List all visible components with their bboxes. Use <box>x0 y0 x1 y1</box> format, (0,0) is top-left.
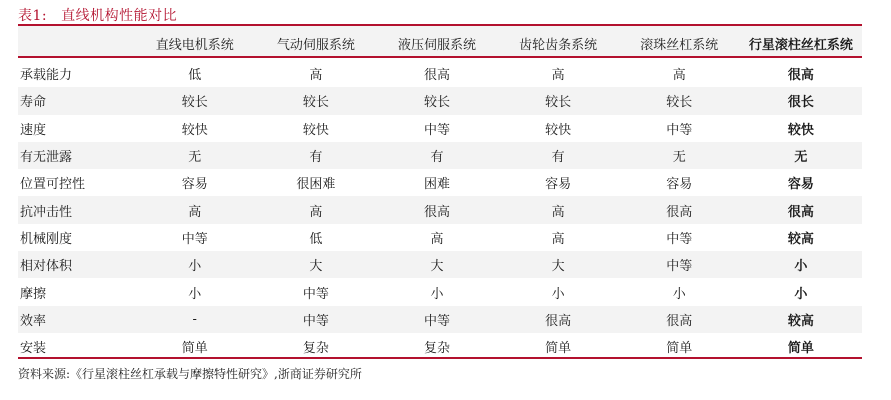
table-cell: 容易 <box>666 177 693 193</box>
table-cell: 很高 <box>619 306 740 333</box>
table-cell: 大 <box>255 251 376 278</box>
table-cell: 大 <box>376 251 497 278</box>
table-cell-highlight: 无 <box>740 142 862 169</box>
table-cell: 中等 <box>666 122 693 138</box>
table-cell: 复杂 <box>423 341 450 357</box>
table-cell: 复杂 <box>302 341 329 357</box>
table-title <box>18 5 177 25</box>
source-note: 资料来源:《行星滚柱丝杠承载与摩擦特性研究》,浙商证券研究所 <box>18 367 362 381</box>
column-header: 齿轮齿条系统 <box>519 37 598 53</box>
row-label: 位置可控性 <box>20 177 86 193</box>
table-row <box>18 196 862 223</box>
table-cell: 很高 <box>423 68 450 84</box>
table-cell: 大 <box>498 251 619 278</box>
table-row <box>18 142 862 169</box>
table-row <box>18 87 862 114</box>
table-cell: 较快 <box>302 122 329 138</box>
table-cell: 低 <box>309 231 323 247</box>
table-cell: 中等 <box>376 306 497 333</box>
corner-cell <box>18 30 134 56</box>
table-cell: 中等 <box>423 122 450 138</box>
table-cell: - <box>134 306 255 333</box>
row-label: 抗冲击性 <box>18 196 134 223</box>
table-cell: 容易 <box>545 177 572 193</box>
table-cell: 高 <box>309 68 323 84</box>
table-cell-highlight: 小 <box>794 286 808 302</box>
table-cell: 容易 <box>181 177 208 193</box>
table-cell: 高 <box>498 196 619 223</box>
column-header: 气动伺服系统 <box>276 37 355 53</box>
table-cell: 小 <box>134 251 255 278</box>
table-row <box>18 115 862 142</box>
table-body <box>18 60 862 360</box>
comparison-table <box>18 30 862 360</box>
table-cell: 较长 <box>498 87 619 114</box>
table-cell: 高 <box>255 196 376 223</box>
table-cell: 较长 <box>619 87 740 114</box>
table-cell: 小 <box>188 286 202 302</box>
table-number: 表1: <box>18 8 48 24</box>
table-cell-highlight: 较高 <box>787 231 814 247</box>
table-cell: 很困难 <box>296 177 336 193</box>
table-cell-highlight: 很高 <box>787 68 814 84</box>
row-label: 承载能力 <box>20 68 73 84</box>
table-cell: 很高 <box>498 306 619 333</box>
table-cell: 中等 <box>302 286 329 302</box>
table-cell-highlight: 小 <box>740 251 862 278</box>
bottom-rule <box>18 357 862 359</box>
table-cell: 中等 <box>181 231 208 247</box>
table-cell: 小 <box>672 286 686 302</box>
row-label: 摩擦 <box>20 286 47 302</box>
table-row <box>18 169 862 196</box>
table-cell: 简单 <box>666 341 693 357</box>
table-cell: 低 <box>188 68 202 84</box>
row-label: 寿命 <box>18 87 134 114</box>
row-label: 有无泄露 <box>18 142 134 169</box>
table-cell-highlight: 很长 <box>740 87 862 114</box>
table-cell: 较快 <box>181 122 208 138</box>
top-rule <box>18 24 862 26</box>
table-row <box>18 251 862 278</box>
table-cell: 中等 <box>666 231 693 247</box>
table-cell: 小 <box>551 286 565 302</box>
row-label: 相对体积 <box>18 251 134 278</box>
table-cell: 中等 <box>619 251 740 278</box>
column-header-highlight: 行星滚柱丝杠系统 <box>748 37 853 53</box>
table-cell: 困难 <box>423 177 450 193</box>
column-header: 直线电机系统 <box>155 37 234 53</box>
row-label: 效率 <box>18 306 134 333</box>
table-cell: 有 <box>255 142 376 169</box>
column-header: 滚珠丝杠系统 <box>640 37 719 53</box>
table-cell: 简单 <box>181 341 208 357</box>
table-cell-highlight: 较高 <box>740 306 862 333</box>
table-cell-highlight: 简单 <box>787 341 814 357</box>
table-row <box>18 60 862 87</box>
table-cell: 较长 <box>134 87 255 114</box>
table-cell: 较长 <box>255 87 376 114</box>
table-header-row <box>18 30 862 56</box>
row-label: 安装 <box>20 341 47 357</box>
table-cell: 很高 <box>376 196 497 223</box>
table-cell: 有 <box>376 142 497 169</box>
column-header: 液压伺服系统 <box>397 37 476 53</box>
table-cell: 有 <box>498 142 619 169</box>
table-cell-highlight: 较快 <box>787 122 814 138</box>
table-cell: 高 <box>551 68 565 84</box>
table-cell: 高 <box>551 231 565 247</box>
table-cell: 无 <box>619 142 740 169</box>
table-cell: 中等 <box>255 306 376 333</box>
table-cell: 高 <box>134 196 255 223</box>
table-cell: 小 <box>430 286 444 302</box>
table-cell: 很高 <box>619 196 740 223</box>
table-row <box>18 278 862 305</box>
table-cell: 较长 <box>376 87 497 114</box>
table-cell: 高 <box>672 68 686 84</box>
table-cell: 较快 <box>545 122 572 138</box>
table-title-text: 直线机构性能对比 <box>61 8 178 24</box>
table-row <box>18 224 862 251</box>
table-cell: 简单 <box>545 341 572 357</box>
table-cell: 高 <box>430 231 444 247</box>
table-cell-highlight: 很高 <box>740 196 862 223</box>
row-label: 机械刚度 <box>20 231 73 247</box>
table-row <box>18 306 862 333</box>
table-cell-highlight: 容易 <box>787 177 814 193</box>
row-label: 速度 <box>20 122 47 138</box>
table-cell: 无 <box>134 142 255 169</box>
